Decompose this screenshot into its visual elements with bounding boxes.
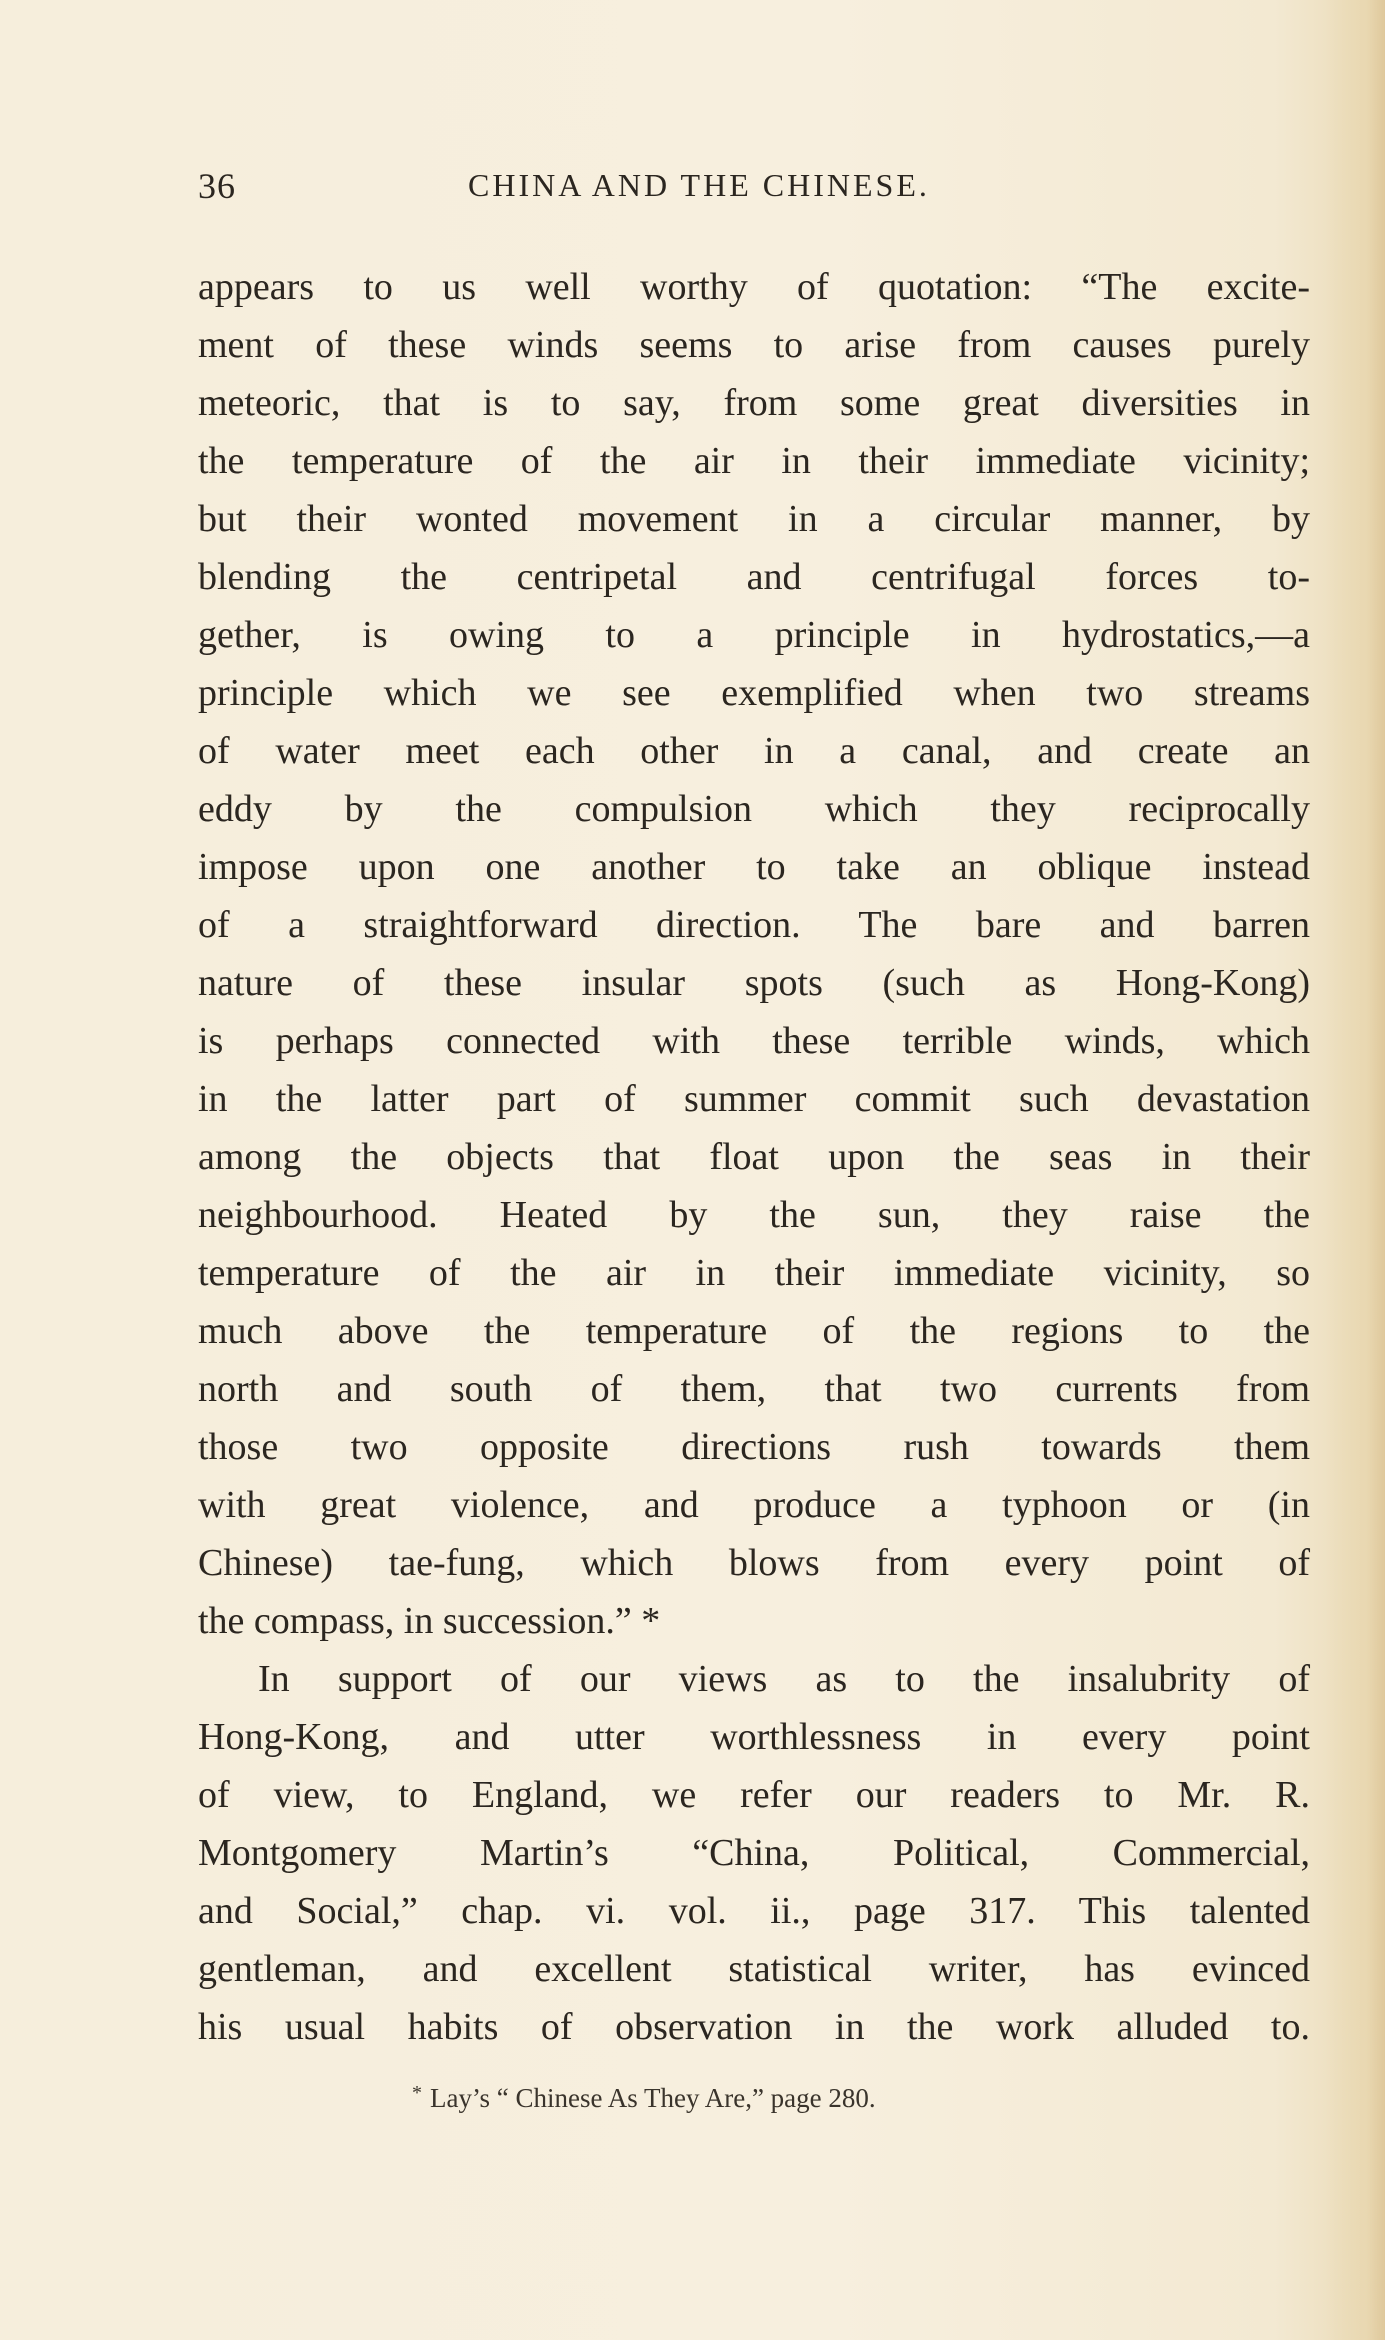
running-title: CHINA AND THE CHINESE. xyxy=(468,167,930,203)
text-line: north and south of them, that two currents from xyxy=(198,1368,1310,1410)
text-line: blending the centripetal and centrifugal forces to- xyxy=(198,556,1310,598)
text-line: his usual habits of observation in the work alluded to. xyxy=(198,2006,1310,2048)
paragraph-start-line: In support of our views as to the insalubrity of xyxy=(258,1658,1310,1700)
text-line: principle which we see exemplified when two streams xyxy=(198,672,1310,714)
text-line: eddy by the compulsion which they reciprocally xyxy=(198,788,1310,830)
page-number: 36 xyxy=(198,166,236,206)
text-line: ment of these winds seems to arise from causes purely xyxy=(198,324,1310,366)
text-line: but their wonted movement in a circular manner, by xyxy=(198,498,1310,540)
text-line: Montgomery Martin’s “China, Political, Commercial, xyxy=(198,1832,1310,1874)
body-text xyxy=(198,258,1310,2056)
running-head xyxy=(198,165,1310,215)
text-line: appears to us well worthy of quotation: “The excite- xyxy=(198,266,1310,308)
text-line: is perhaps connected with these terrible winds, which xyxy=(198,1020,1310,1062)
text-line: impose upon one another to take an oblique instead xyxy=(198,846,1310,888)
text-line: among the objects that float upon the seas in their xyxy=(198,1136,1310,1178)
text-line: in the latter part of summer commit such devastation xyxy=(198,1078,1310,1120)
text-line: of view, to England, we refer our readers to Mr. R. xyxy=(198,1774,1310,1816)
text-line: gether, is owing to a principle in hydrostatics,—a xyxy=(198,614,1310,656)
text-line: temperature of the air in their immediate vicinity, so xyxy=(198,1252,1310,1294)
text-line: those two opposite directions rush towards them xyxy=(198,1426,1310,1468)
text-line: nature of these insular spots (such as Hong-Kong) xyxy=(198,962,1310,1004)
text-line: with great violence, and produce a typhoon or (in xyxy=(198,1484,1310,1526)
page-edge-shadow xyxy=(1325,0,1385,2340)
text-line: much above the temperature of the regions to the xyxy=(198,1310,1310,1352)
text-line: of a straightforward direction. The bare and barren xyxy=(198,904,1310,946)
footnote-text: Lay’s “ Chinese As They Are,” page 280. xyxy=(430,2083,876,2113)
text-line: Hong-Kong, and utter worthlessness in every point xyxy=(198,1716,1310,1758)
footnote xyxy=(412,2082,876,2114)
text-line: meteoric, that is to say, from some great diversities in xyxy=(198,382,1310,424)
text-line: the temperature of the air in their immediate vicinity; xyxy=(198,440,1310,482)
text-line: of water meet each other in a canal, and create an xyxy=(198,730,1310,772)
text-line: and Social,” chap. vi. vol. ii., page 317. This talented xyxy=(198,1890,1310,1932)
text-line: neighbourhood. Heated by the sun, they raise the xyxy=(198,1194,1310,1236)
footnote-marker: * xyxy=(412,2082,422,2104)
text-line: Chinese) tae-fung, which blows from every point of xyxy=(198,1542,1310,1584)
text-line: gentleman, and excellent statistical writer, has evinced xyxy=(198,1948,1310,1990)
text-line: the compass, in succession.” * xyxy=(198,1600,661,1642)
